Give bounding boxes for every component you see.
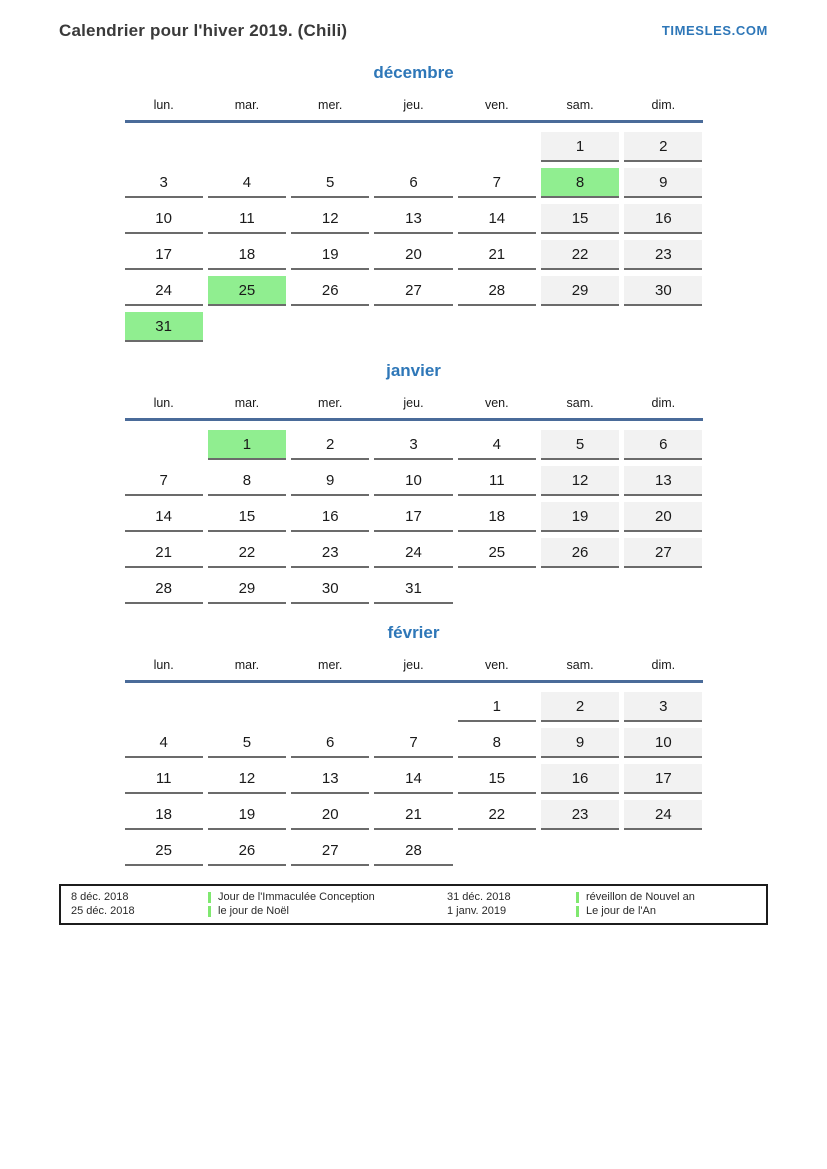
days-grid	[125, 123, 703, 342]
day-cell: 19	[291, 240, 369, 270]
legend-dates-column	[71, 890, 208, 918]
day-cell: 16	[541, 764, 619, 794]
day-cell: 29	[208, 574, 286, 604]
empty-cell	[541, 836, 619, 866]
weekday-label: lun.	[153, 396, 174, 410]
day-cell: 26	[541, 538, 619, 568]
day-cell: 26	[291, 276, 369, 306]
legend-labels-column	[576, 890, 756, 918]
day-cell: 28	[125, 574, 203, 604]
legend-date: 31 déc. 2018	[447, 891, 511, 903]
legend-label: réveillon de Nouvel an	[586, 891, 695, 903]
day-cell: 11	[458, 466, 536, 496]
day-cell: 22	[208, 538, 286, 568]
empty-cell	[374, 692, 452, 722]
day-cell: 24	[624, 800, 702, 830]
holiday-marker-icon	[576, 906, 579, 917]
day-cell: 18	[125, 800, 203, 830]
legend-date: 1 janv. 2019	[447, 905, 507, 917]
holiday-legend	[59, 884, 768, 925]
empty-cell	[125, 430, 203, 460]
weekday-label: mar.	[234, 658, 260, 672]
empty-cell	[624, 574, 702, 604]
weekday-label: jeu.	[403, 396, 424, 410]
legend-entry	[208, 890, 447, 904]
day-cell: 17	[624, 764, 702, 794]
empty-cell	[374, 132, 452, 162]
day-cell: 4	[208, 168, 286, 198]
day-cell: 11	[125, 764, 203, 794]
day-cell: 13	[291, 764, 369, 794]
day-cell: 17	[125, 240, 203, 270]
legend-entry	[576, 890, 756, 904]
empty-cell	[291, 692, 369, 722]
holiday-day-cell: 25	[208, 276, 286, 306]
holiday-marker-icon	[208, 906, 211, 917]
empty-cell	[541, 574, 619, 604]
day-cell: 5	[291, 168, 369, 198]
weekday-label: dim.	[651, 98, 676, 112]
day-cell: 20	[624, 502, 702, 532]
empty-cell	[208, 692, 286, 722]
weekday-label: sam.	[566, 396, 594, 410]
weekday-label: mer.	[318, 658, 343, 672]
empty-cell	[291, 312, 369, 342]
day-cell: 17	[374, 502, 452, 532]
day-cell: 22	[541, 240, 619, 270]
day-cell: 10	[125, 204, 203, 234]
weekday-header-row	[125, 658, 703, 683]
day-cell: 4	[125, 728, 203, 758]
day-cell: 9	[624, 168, 702, 198]
weekday-label: ven.	[484, 658, 509, 672]
month-february	[125, 623, 703, 866]
day-cell: 18	[208, 240, 286, 270]
legend-label: le jour de Noël	[218, 905, 289, 917]
legend-date: 8 déc. 2018	[71, 891, 129, 903]
weekday-label: mer.	[318, 98, 343, 112]
months	[125, 63, 703, 866]
day-cell: 22	[458, 800, 536, 830]
day-cell: 31	[374, 574, 452, 604]
legend-entry	[576, 904, 756, 918]
day-cell: 5	[208, 728, 286, 758]
empty-cell	[291, 132, 369, 162]
day-cell: 10	[624, 728, 702, 758]
day-cell: 12	[541, 466, 619, 496]
day-cell: 23	[541, 800, 619, 830]
day-cell: 27	[374, 276, 452, 306]
empty-cell	[458, 574, 536, 604]
day-cell: 27	[291, 836, 369, 866]
day-cell: 9	[291, 466, 369, 496]
day-cell: 20	[291, 800, 369, 830]
weekday-label: jeu.	[403, 98, 424, 112]
day-cell: 8	[208, 466, 286, 496]
empty-cell	[125, 692, 203, 722]
legend-labels-column	[208, 890, 447, 918]
day-cell: 8	[458, 728, 536, 758]
day-cell: 16	[624, 204, 702, 234]
weekday-label: mer.	[318, 396, 343, 410]
day-cell: 12	[291, 204, 369, 234]
day-cell: 14	[458, 204, 536, 234]
legend-date: 25 déc. 2018	[71, 905, 135, 917]
day-cell: 6	[291, 728, 369, 758]
day-cell: 23	[624, 240, 702, 270]
day-cell: 20	[374, 240, 452, 270]
holiday-marker-icon	[576, 892, 579, 903]
day-cell: 14	[374, 764, 452, 794]
day-cell: 11	[208, 204, 286, 234]
month-january	[125, 361, 703, 604]
day-cell: 28	[458, 276, 536, 306]
holiday-marker-icon	[208, 892, 211, 903]
day-cell: 7	[374, 728, 452, 758]
empty-cell	[458, 132, 536, 162]
weekday-header-row	[125, 98, 703, 123]
empty-cell	[541, 312, 619, 342]
day-cell: 15	[458, 764, 536, 794]
empty-cell	[624, 836, 702, 866]
legend-entry	[208, 904, 447, 918]
day-cell: 28	[374, 836, 452, 866]
day-cell: 6	[374, 168, 452, 198]
day-cell: 14	[125, 502, 203, 532]
day-cell: 18	[458, 502, 536, 532]
days-grid	[125, 421, 703, 604]
day-cell: 7	[458, 168, 536, 198]
month-title-february: février	[387, 623, 440, 642]
weekday-label: dim.	[651, 658, 676, 672]
empty-cell	[208, 312, 286, 342]
day-cell: 30	[291, 574, 369, 604]
weekday-label: lun.	[153, 98, 174, 112]
day-cell: 21	[374, 800, 452, 830]
day-cell: 1	[541, 132, 619, 162]
empty-cell	[208, 132, 286, 162]
weekday-header-row	[125, 396, 703, 421]
day-cell: 2	[541, 692, 619, 722]
day-cell: 29	[541, 276, 619, 306]
page-header	[0, 0, 827, 41]
day-cell: 26	[208, 836, 286, 866]
weekday-label: sam.	[566, 98, 594, 112]
day-cell: 9	[541, 728, 619, 758]
weekday-label: ven.	[484, 396, 509, 410]
day-cell: 21	[125, 538, 203, 568]
month-title-january: janvier	[386, 361, 441, 380]
day-cell: 2	[291, 430, 369, 460]
day-cell: 30	[624, 276, 702, 306]
day-cell: 1	[458, 692, 536, 722]
legend-label: Jour de l'Immaculée Conception	[218, 891, 375, 903]
empty-cell	[458, 312, 536, 342]
weekday-label: lun.	[153, 658, 174, 672]
weekday-label: mar.	[234, 98, 260, 112]
day-cell: 6	[624, 430, 702, 460]
day-cell: 3	[374, 430, 452, 460]
day-cell: 12	[208, 764, 286, 794]
day-cell: 24	[125, 276, 203, 306]
weekday-label: sam.	[566, 658, 594, 672]
holiday-day-cell: 31	[125, 312, 203, 342]
day-cell: 19	[541, 502, 619, 532]
day-cell: 2	[624, 132, 702, 162]
day-cell: 5	[541, 430, 619, 460]
day-cell: 15	[208, 502, 286, 532]
day-cell: 25	[458, 538, 536, 568]
holiday-day-cell: 8	[541, 168, 619, 198]
day-cell: 16	[291, 502, 369, 532]
empty-cell	[624, 312, 702, 342]
day-cell: 27	[624, 538, 702, 568]
day-cell: 10	[374, 466, 452, 496]
empty-cell	[125, 132, 203, 162]
legend-dates-column	[447, 890, 576, 918]
site-link[interactable]: TIMESLES.COM	[661, 23, 768, 38]
day-cell: 19	[208, 800, 286, 830]
weekday-label: mar.	[234, 396, 260, 410]
month-december	[125, 63, 703, 342]
empty-cell	[374, 312, 452, 342]
day-cell: 13	[374, 204, 452, 234]
day-cell: 21	[458, 240, 536, 270]
legend-label: Le jour de l'An	[586, 905, 656, 917]
day-cell: 3	[125, 168, 203, 198]
day-cell: 25	[125, 836, 203, 866]
weekday-label: jeu.	[403, 658, 424, 672]
day-cell: 3	[624, 692, 702, 722]
day-cell: 23	[291, 538, 369, 568]
day-cell: 7	[125, 466, 203, 496]
page-title: Calendrier pour l'hiver 2019. (Chili)	[59, 21, 348, 40]
month-title-december: décembre	[373, 63, 454, 82]
day-cell: 4	[458, 430, 536, 460]
weekday-label: dim.	[651, 396, 676, 410]
day-cell: 24	[374, 538, 452, 568]
holiday-day-cell: 1	[208, 430, 286, 460]
day-cell: 13	[624, 466, 702, 496]
days-grid	[125, 683, 703, 866]
weekday-label: ven.	[484, 98, 509, 112]
empty-cell	[458, 836, 536, 866]
day-cell: 15	[541, 204, 619, 234]
